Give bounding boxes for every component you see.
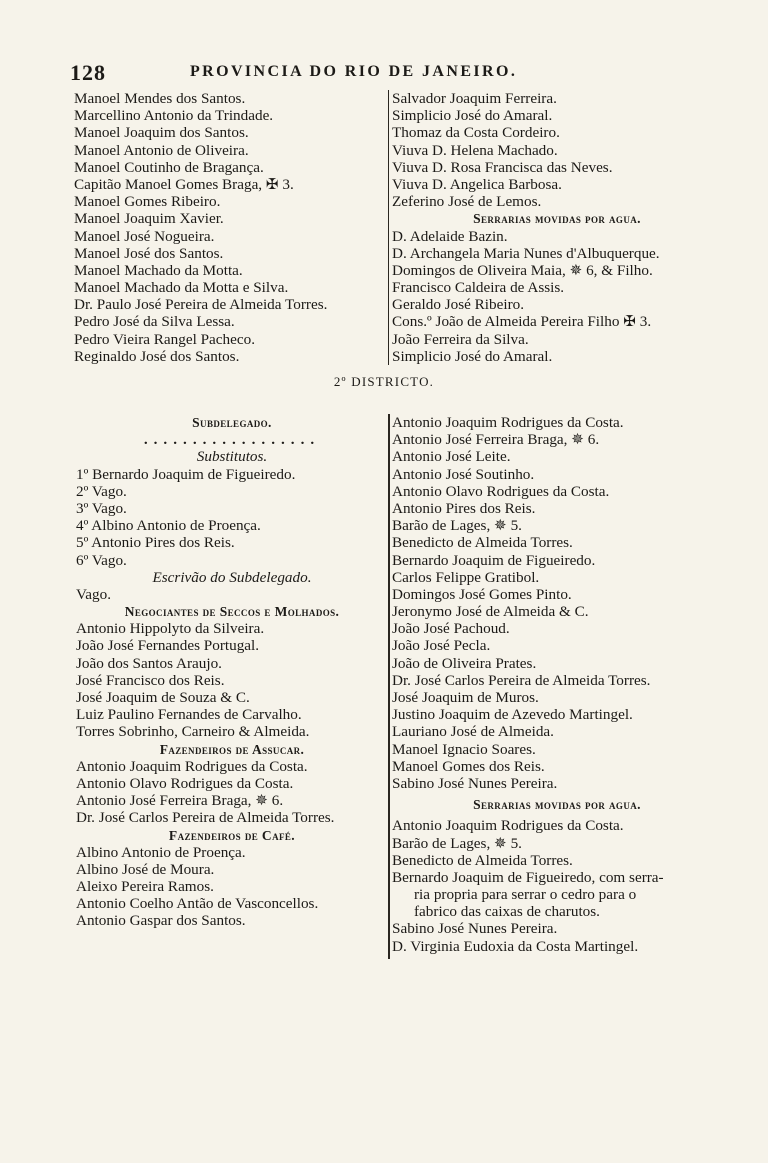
- list-item: João dos Santos Araujo.: [76, 654, 222, 672]
- list-item: Antonio Joaquim Rodrigues da Costa.: [392, 414, 624, 431]
- list-item: Carlos Felippe Gratibol.: [392, 568, 540, 586]
- list-item: Manoel Gomes dos Reis.: [392, 757, 545, 775]
- list-item: João de Oliveira Prates.: [392, 654, 537, 672]
- list-item: Geraldo José Ribeiro.: [392, 296, 525, 314]
- list-item: João José Pecla.: [392, 637, 491, 655]
- list-item: José Joaquim de Muros.: [392, 689, 539, 706]
- section-heading: Serrarias movidas por agua.: [473, 211, 641, 227]
- list-item: 3º Vago.: [76, 499, 127, 517]
- dot-leader: ..................: [143, 431, 321, 449]
- list-item: Simplicio José do Amaral.: [392, 347, 553, 365]
- list-item: Albino Antonio de Proença.: [76, 843, 246, 861]
- cafe-heading: Fazendeiros de Café.: [168, 827, 296, 843]
- list-item: Pedro José da Silva Lessa.: [74, 313, 235, 331]
- list-item: Cons.º João de Almeida Pereira Filho ✠ 3.: [392, 313, 652, 331]
- list-item: Simplicio José do Amaral.: [392, 107, 553, 125]
- list-item: José Francisco dos Reis.: [76, 671, 225, 689]
- list-item: Manoel Joaquim Xavier.: [74, 210, 224, 228]
- list-item: 6º Vago.: [76, 551, 127, 569]
- list-item: Manoel Gomes Ribeiro.: [74, 193, 221, 211]
- list-item: Manoel Mendes dos Santos.: [74, 90, 246, 107]
- list-item: Salvador Joaquim Ferreira.: [392, 90, 557, 107]
- list-item-continuation: fabrico das caixas de charutos.: [414, 903, 600, 921]
- list-item: Aleixo Pereira Ramos.: [76, 878, 214, 896]
- list-item: João José Fernandes Portugal.: [76, 637, 260, 655]
- list-item: Capitão Manoel Gomes Braga, ✠ 3.: [74, 175, 294, 193]
- escrivao-heading: Escrivão do Subdelegado.: [152, 568, 312, 586]
- page-number: 128: [70, 60, 106, 85]
- list-item: 5º Antonio Pires dos Reis.: [76, 534, 235, 552]
- list-item: D. Archangela Maria Nunes d'Albuquerque.: [392, 244, 660, 262]
- list-item: Antonio Hippolyto da Silveira.: [76, 620, 265, 638]
- assucar-heading: Fazendeiros de Assucar.: [159, 741, 305, 757]
- page-header: [70, 60, 710, 84]
- list-item: Manoel José Nogueira.: [74, 227, 215, 245]
- list-item: João José Pachoud.: [392, 620, 510, 638]
- negociantes-heading: Negociantes de Seccos e Molhados.: [124, 604, 340, 620]
- list-item: Barão de Lages, ✵ 5.: [392, 517, 522, 535]
- list-item: Manoel Antonio de Oliveira.: [74, 141, 249, 159]
- list-item: Torres Sobrinho, Carneiro & Almeida.: [76, 723, 310, 741]
- serrarias-heading: Serrarias movidas por agua.: [473, 797, 641, 813]
- list-item: Antonio José Ferreira Braga, ✵ 6.: [392, 431, 600, 449]
- list-item: Luiz Paulino Fernandes de Carvalho.: [76, 706, 302, 724]
- list-item: Albino José de Moura.: [76, 860, 215, 878]
- list-item: Antonio Joaquim Rodrigues da Costa.: [76, 757, 308, 775]
- district-title: 2º DISTRICTO.: [333, 374, 435, 389]
- list-item: 1º Bernardo Joaquim de Figueiredo.: [76, 465, 296, 483]
- section2-left-column: [76, 414, 388, 930]
- list-item: Lauriano José de Almeida.: [392, 723, 554, 741]
- list-item: D. Adelaide Bazin.: [392, 227, 508, 245]
- list-item: Benedicto de Almeida Torres.: [392, 534, 573, 552]
- list-item: Justino Joaquim de Azevedo Martingel.: [392, 706, 633, 724]
- section1-right-column: [388, 90, 722, 365]
- list-item: Francisco Caldeira de Assis.: [392, 279, 565, 297]
- list-item-continuation: ria propria para serrar o cedro para o: [414, 886, 637, 904]
- list-item: Dr. Paulo José Pereira de Almeida Torres.: [74, 296, 328, 314]
- list-item: Thomaz da Costa Cordeiro.: [392, 124, 560, 142]
- list-item: Antonio Gaspar dos Santos.: [76, 912, 246, 930]
- list-item: Dr. José Carlos Pereira de Almeida Torres.: [392, 671, 651, 689]
- list-item: Zeferino José de Lemos.: [392, 193, 542, 211]
- list-item: Jeronymo José de Almeida & C.: [392, 603, 589, 621]
- list-item: Bernardo Joaquim de Figueiredo, com serra-: [392, 868, 664, 886]
- list-item: 4º Albino Antonio de Proença.: [76, 517, 261, 535]
- list-item: Viuva D. Angelica Barbosa.: [392, 175, 562, 193]
- list-item: João Ferreira da Silva.: [392, 330, 529, 348]
- subdelegado-heading: Subdelegado.: [192, 415, 272, 430]
- list-item: Vago.: [76, 585, 112, 603]
- list-item: Marcellino Antonio da Trindade.: [74, 107, 274, 125]
- list-item: Sabino José Nunes Pereira.: [392, 774, 558, 792]
- list-item: Manoel Joaquim dos Santos.: [74, 124, 249, 142]
- list-item: Antonio Pires dos Reis.: [392, 499, 536, 517]
- list-item: Barão de Lages, ✵ 5.: [392, 834, 522, 852]
- list-item: Antonio Olavo Rodrigues da Costa.: [392, 482, 610, 500]
- list-item: Manoel Machado da Motta.: [74, 261, 243, 279]
- substitutos-heading: Substitutos.: [196, 448, 268, 466]
- list-item: Antonio José Ferreira Braga, ✵ 6.: [76, 792, 284, 810]
- list-item: Dr. José Carlos Pereira de Almeida Torres.: [76, 809, 335, 827]
- column-divider: [388, 414, 390, 959]
- list-item: Antonio Coelho Antão de Vasconcellos.: [76, 895, 319, 913]
- list-item: Sabino José Nunes Pereira.: [392, 920, 558, 938]
- list-item: José Joaquim de Souza & C.: [76, 689, 250, 706]
- list-item: 2º Vago.: [76, 482, 127, 500]
- list-item: Bernardo Joaquim de Figueiredo.: [392, 551, 596, 569]
- list-item: D. Virginia Eudoxia da Costa Martingel.: [392, 937, 639, 955]
- list-item: Antonio Olavo Rodrigues da Costa.: [76, 774, 294, 792]
- section2-right-column: [392, 414, 722, 955]
- list-item: Antonio José Soutinho.: [392, 465, 535, 483]
- list-item: Antonio José Leite.: [392, 448, 511, 466]
- running-head: PROVINCIA DO RIO DE JANEIRO.: [190, 63, 518, 80]
- list-item: Manoel Ignacio Soares.: [392, 740, 536, 758]
- list-item: Manoel Coutinho de Bragança.: [74, 158, 264, 176]
- section1-left-column: [74, 90, 384, 365]
- list-item: Manoel Machado da Motta e Silva.: [74, 279, 289, 297]
- list-item: Viuva D. Rosa Francisca das Neves.: [392, 158, 613, 176]
- list-item: Reginaldo José dos Santos.: [74, 347, 240, 365]
- list-item: Antonio Joaquim Rodrigues da Costa.: [392, 817, 624, 835]
- list-item: Benedicto de Almeida Torres.: [392, 851, 573, 869]
- list-item: Manoel José dos Santos.: [74, 244, 224, 262]
- list-item: Domingos de Oliveira Maia, ✵ 6, & Filho.: [392, 261, 653, 279]
- list-item: Domingos José Gomes Pinto.: [392, 585, 572, 603]
- list-item: Viuva D. Helena Machado.: [392, 141, 558, 159]
- list-item: Pedro Vieira Rangel Pacheco.: [74, 330, 255, 348]
